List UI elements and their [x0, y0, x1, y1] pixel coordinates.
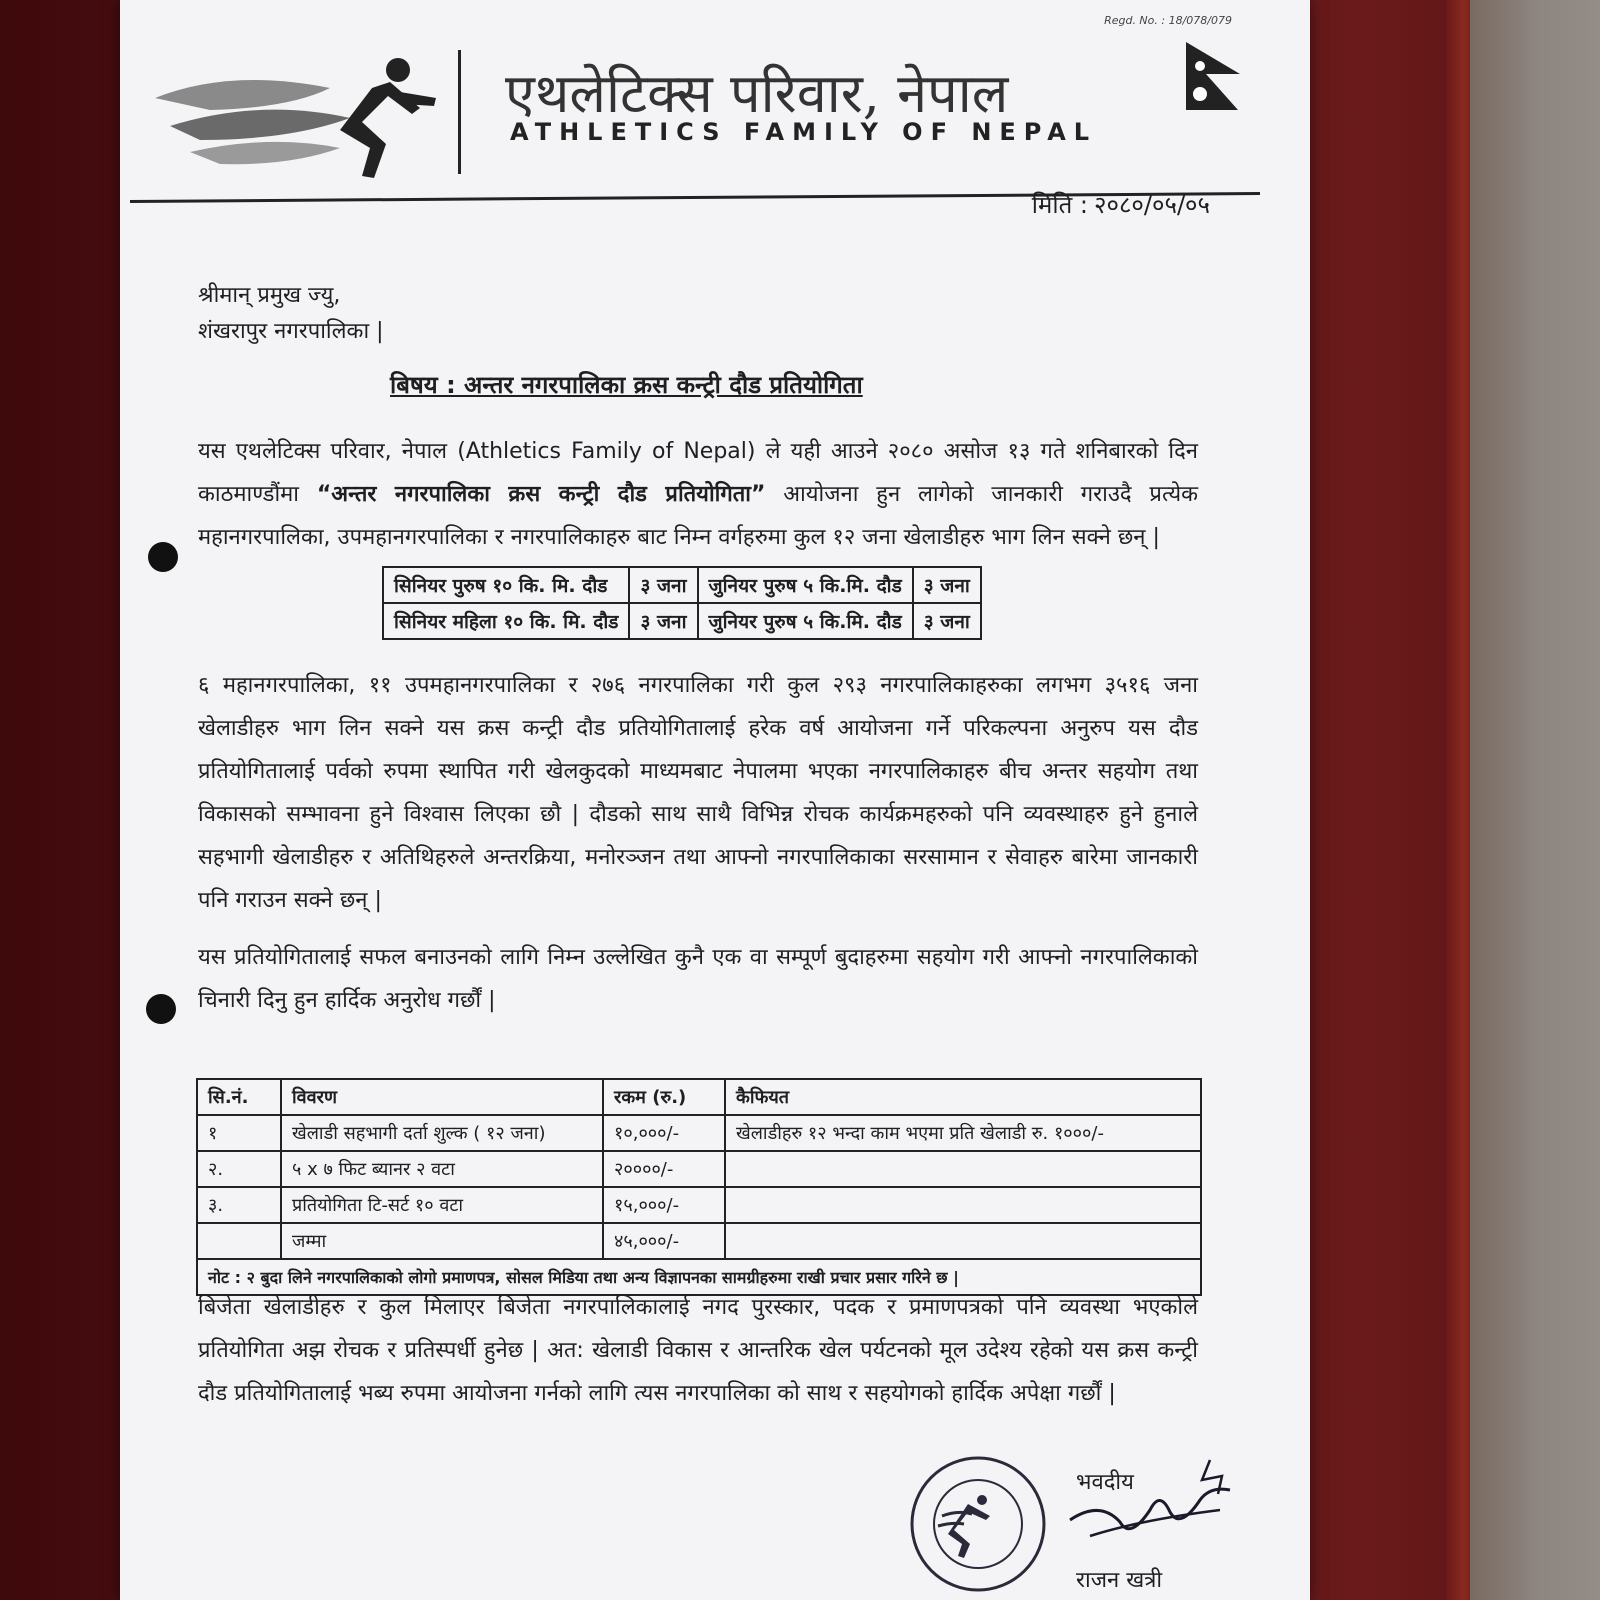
table-cell — [725, 1187, 1201, 1223]
table-cell: जुनियर पुरुष ५ कि.मि. दौड — [698, 567, 913, 603]
table-total-row — [197, 1223, 1201, 1259]
closing-salutation: भवदीय — [1076, 1470, 1134, 1495]
table-cell: सिनियर महिला १० कि. मि. दौड — [383, 603, 629, 639]
table-cell: ३ जना — [913, 567, 981, 603]
table-cell: २००००/- — [603, 1151, 725, 1187]
budget-table — [196, 1078, 1202, 1296]
category-table — [382, 566, 982, 640]
table-cell: जुनियर पुरुष ५ कि.मि. दौड — [698, 603, 913, 639]
table-header-row — [197, 1079, 1201, 1115]
column-header: विवरण — [281, 1079, 603, 1115]
table-cell — [725, 1223, 1201, 1259]
table-cell: ३ जना — [913, 603, 981, 639]
table-cell: ३. — [197, 1187, 281, 1223]
table-cell: ५ x ७ फिट ब्यानर २ वटा — [281, 1151, 603, 1187]
table-cell: ३ जना — [629, 567, 697, 603]
date-label: मिति : — [1031, 191, 1088, 219]
letter-page — [120, 0, 1310, 1600]
table-cell: जम्मा — [281, 1223, 603, 1259]
table-row — [197, 1187, 1201, 1223]
addressee — [198, 278, 384, 350]
table-cell: १५,०००/- — [603, 1187, 725, 1223]
paragraph-closing: बिजेता खेलाडीहरु र कुल मिलाएर बिजेता नगरपालिकालाई नगद पुरस्कार, पदक र प्रमाणपत्रको पनि व्यवस्था भएकोले प्रतियोगिता अझ रोचक र प्रतिस्पर्धी हुनेछ | अत: खेलाडी विकास र आन्तरिक खेल पर्यटनको मूल उदेश्य रहेको यस क्रस कन्ट्री दौड प्रतियोगितालाई भब्य रुपमा आयोजना गर्नको लागि त्यस नगरपालिका को साथ र सहयोगको हार्दिक अपेक्षा गर्छौं | — [198, 1295, 1198, 1406]
signature-icon — [1060, 1450, 1240, 1560]
table-cell: ३ जना — [629, 603, 697, 639]
table-row — [383, 567, 981, 603]
addressee-line-1: श्रीमान् प्रमुख ज्यु, — [198, 283, 341, 308]
column-header: कैफियत — [725, 1079, 1201, 1115]
intro-event-name: “अन्तर नगरपालिका क्रस कन्ट्री दौड प्रतियोगिता” — [316, 482, 766, 507]
nepal-flag-icon — [1182, 40, 1244, 112]
table-row — [383, 603, 981, 639]
paragraph-request: यस प्रतियोगितालाई सफल बनाउनको लागि निम्न उल्लेखित कुनै एक वा सम्पूर्ण बुदाहरुमा सहयोग गरी आफ्नो नगरपालिकाको चिनारी दिनु हुन हार्दिक अनुरोध गर्छौं | — [198, 945, 1198, 1013]
column-header: रकम (रु.) — [603, 1079, 725, 1115]
org-name-nepali: एथलेटिक्स परिवार, नेपाल — [505, 62, 1009, 125]
table-cell: खेलाडी सहभागी दर्ता शुल्क ( १२ जना) — [281, 1115, 603, 1151]
date-value: २०८०/०५/०५ — [1093, 191, 1210, 219]
stamp-icon — [908, 1454, 1048, 1594]
addressee-line-2: शंखरापुर नगरपालिका | — [198, 319, 384, 344]
table-cell — [725, 1151, 1201, 1187]
paragraph-intro — [198, 430, 1198, 559]
org-name-english: ATHLETICS FAMILY OF NEPAL — [510, 118, 1098, 146]
table-cell — [197, 1223, 281, 1259]
table-cell: २. — [197, 1151, 281, 1187]
punch-hole-icon — [146, 994, 176, 1024]
paragraph-details: ६ महानगरपालिका, ११ उपमहानगरपालिका र २७६ नगरपालिका गरी कुल २९३ नगरपालिकाहरुका लगभग ३५१६ जना खेलाडीहरु भाग लिन सक्ने यस क्रस कन्ट्री दौड प्रतियोगितालाई हरेक वर्ष आयोजना गर्ने परिकल्पना अनुरुप यस दौड प्रतियोगितालाई पर्वको रुपमा स्थापित गरी खेलकुदको माध्यमबाट नेपालमा भएका नगरपालिकाहरु बीच अन्तर सहयोग तथा विकासको सम्भावना हुने विश्वास लिएका छौ | दौडको साथ साथै विभिन्न रोचक कार्यक्रमहरुको पनि व्यवस्थाहरु हुने हुनाले सहभागी खेलाडीहरु र अतिथिहरुले अन्तरक्रिया, मनोरञ्जन तथा आफ्नो नगरपालिकाका सरसामान र सेवाहरु बारेमा जानकारी पनि गराउन सक्ने छन् | — [198, 673, 1198, 913]
column-header: सि.नं. — [197, 1079, 281, 1115]
table-row — [197, 1151, 1201, 1187]
table-cell: सिनियर पुरुष १० कि. मि. दौड — [383, 567, 629, 603]
signer-name: राजन खत्री — [1076, 1568, 1163, 1593]
floor-background — [1470, 0, 1600, 1600]
table-cell: खेलाडीहरु १२ भन्दा काम भएमा प्रति खेलाडी रु. १०००/- — [725, 1115, 1201, 1151]
table-cell: १०,०००/- — [603, 1115, 725, 1151]
letter-subject: बिषय : अन्तर नगरपालिका क्रस कन्ट्री दौड प्रतियोगिता — [390, 371, 863, 399]
punch-hole-icon — [148, 542, 178, 572]
table-cell: ४५,०००/- — [603, 1223, 725, 1259]
table-cell: १ — [197, 1115, 281, 1151]
budget-note: नोट : २ बुदा लिने नगरपालिकाको लोगो प्रमाणपत्र, सोसल मिडिया तथा अन्य विज्ञापनका सामग्रीहरुमा राखी प्रचार प्रसार गरिने छ | — [197, 1259, 1201, 1295]
table-cell: प्रतियोगिता टि-सर्ट १० वटा — [281, 1187, 603, 1223]
intro-text-post: आयोजना हुन लागेको जानकारी गराउदै प्रत्येक महानगरपालिका, उपमहानगरपालिका र नगरपालिकाहरु बाट निम्न वर्गहरुमा कुल १२ जना खेलाडीहरु भाग लिन सक्ने छन् | — [198, 482, 1198, 550]
registration-number: Regd. No. : 18/078/079 — [1104, 14, 1232, 27]
header-divider — [458, 50, 461, 174]
table-row — [197, 1115, 1201, 1151]
letter-date — [1032, 188, 1210, 221]
runner-logo-icon — [150, 48, 440, 188]
intro-text-pre: यस एथलेटिक्स परिवार, नेपाल (Athletics Family of Nepal) ले यही आउने २०८० असोज १३ गते शनिबारको दिन काठमाण्डौंमा — [198, 439, 1198, 507]
